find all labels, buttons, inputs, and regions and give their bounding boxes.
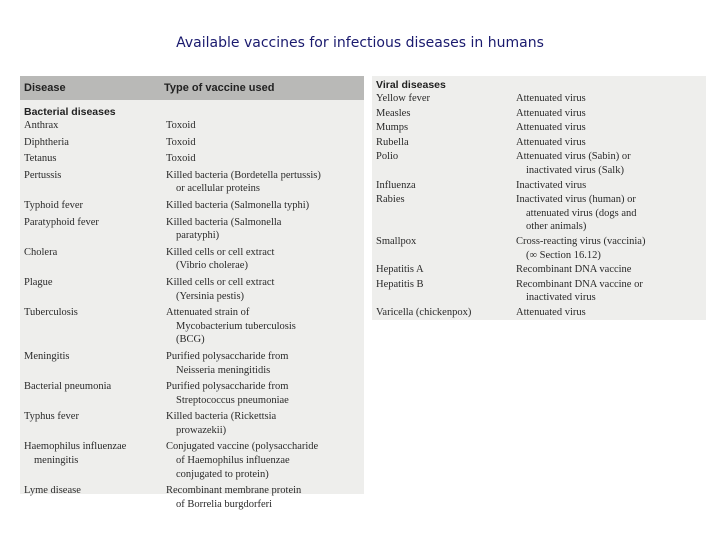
vaccine-type-line: (Vibrio cholerae) xyxy=(176,260,248,272)
disease-name-line: meningitis xyxy=(34,455,79,467)
disease-name-line: Measles xyxy=(376,107,411,119)
vaccine-type-line: Killed cells or cell extract xyxy=(166,276,275,288)
disease-name xyxy=(24,199,166,213)
vaccine-type xyxy=(166,350,364,377)
vaccine-type xyxy=(516,306,706,320)
vaccine-column-header: Type of vaccine used xyxy=(164,82,275,94)
vaccine-type-line: Attenuated virus (Sabin) or xyxy=(516,151,631,163)
vaccine-type-line: Killed bacteria (Bordetella pertussis) xyxy=(166,169,321,181)
vaccine-type-line: conjugated to protein) xyxy=(176,468,269,480)
vaccine-type-line: Toxoid xyxy=(166,120,196,131)
vaccine-type-line: Attenuated strain of xyxy=(166,307,250,319)
table-row xyxy=(24,216,364,243)
vaccine-type-line: Killed cells or cell extract xyxy=(166,246,275,258)
disease-name-line: Influenza xyxy=(376,179,416,191)
vaccine-type xyxy=(516,278,706,305)
vaccine-type-line: Attenuated virus xyxy=(516,306,586,318)
disease-name-line: Anthrax xyxy=(24,120,59,131)
table-header xyxy=(20,76,364,100)
vaccine-type-line: attenuated virus (dogs and xyxy=(526,207,637,219)
vaccine-type-line: inactivated virus xyxy=(526,292,596,304)
table-row xyxy=(24,380,364,407)
vaccine-type-line: of Borrelia burgdorferi xyxy=(176,498,273,510)
disease-name-line: Typhoid fever xyxy=(24,199,84,211)
vaccine-type xyxy=(166,152,364,166)
disease-name-line: Diphtheria xyxy=(24,136,69,148)
vaccine-type xyxy=(166,440,364,481)
vaccine-type-line: Toxoid xyxy=(166,136,196,148)
table-row xyxy=(24,246,364,273)
disease-name xyxy=(24,276,166,303)
disease-name xyxy=(376,136,516,150)
disease-name-line: Plague xyxy=(24,276,53,288)
bacterial-rows xyxy=(20,119,364,511)
disease-name xyxy=(376,150,516,177)
disease-name-line: Meningitis xyxy=(24,350,70,362)
disease-name xyxy=(24,380,166,407)
viral-rows xyxy=(372,92,706,320)
vaccine-type-line: (∞ Section 16.12) xyxy=(526,249,601,261)
vaccine-type-line: Killed bacteria (Salmonella typhi) xyxy=(166,199,310,211)
slide-title: Available vaccines for infectious diseases in humans xyxy=(176,35,544,51)
table-row xyxy=(24,410,364,437)
disease-name-line: Yellow fever xyxy=(376,93,431,104)
table-row xyxy=(24,306,364,347)
vaccine-type xyxy=(516,193,706,234)
disease-name xyxy=(24,136,166,150)
vaccine-type-line: Recombinant membrane protein xyxy=(166,485,302,497)
disease-name xyxy=(24,169,166,196)
table-row xyxy=(376,136,706,150)
disease-column-header: Disease xyxy=(24,82,66,94)
vaccine-type xyxy=(166,216,364,243)
vaccine-type xyxy=(166,199,364,213)
vaccine-type xyxy=(516,121,706,135)
disease-name-line: Polio xyxy=(376,151,399,163)
vaccine-type xyxy=(516,150,706,177)
disease-name-line: Pertussis xyxy=(24,169,62,181)
vaccine-type-line: Cross-reacting virus (vaccinia) xyxy=(516,235,646,247)
disease-name xyxy=(24,484,166,511)
table-row xyxy=(24,119,364,133)
table-row xyxy=(376,193,706,234)
disease-name xyxy=(24,410,166,437)
vaccine-type xyxy=(166,246,364,273)
table-row xyxy=(24,152,364,166)
table-row xyxy=(24,136,364,150)
table-row xyxy=(376,150,706,177)
table-row xyxy=(24,350,364,377)
disease-name-line: Cholera xyxy=(24,246,58,258)
vaccine-type-line: paratyphi) xyxy=(176,230,220,242)
vaccine-type xyxy=(516,92,706,106)
disease-name xyxy=(376,278,516,305)
disease-name-line: Tetanus xyxy=(24,153,57,165)
vaccine-type-line: Recombinant DNA vaccine xyxy=(516,264,632,276)
vaccine-type-line: (BCG) xyxy=(176,334,205,346)
disease-name-line: Haemophilus influenzae xyxy=(24,441,127,453)
disease-name xyxy=(376,193,516,234)
vaccine-type-line: Purified polysaccharide from xyxy=(166,350,289,362)
vaccine-type-line: Mycobacterium tuberculosis xyxy=(176,320,296,332)
disease-name xyxy=(376,179,516,193)
disease-name xyxy=(376,121,516,135)
table-row xyxy=(376,92,706,106)
vaccine-type xyxy=(166,306,364,347)
vaccine-type-line: Attenuated virus xyxy=(516,122,586,134)
viral-vaccine-table xyxy=(372,76,706,320)
bacterial-section-heading: Bacterial diseases xyxy=(24,106,116,118)
table-row xyxy=(24,199,364,213)
vaccine-type xyxy=(516,263,706,277)
vaccine-type-line: other animals) xyxy=(526,221,587,233)
vaccine-type xyxy=(166,169,364,196)
disease-name-line: Paratyphoid fever xyxy=(24,216,99,228)
vaccine-type-line: (Yersinia pestis) xyxy=(176,290,245,302)
vaccine-type xyxy=(166,276,364,303)
vaccine-type-line: Toxoid xyxy=(166,153,196,165)
vaccine-type-line: Recombinant DNA vaccine or xyxy=(516,278,643,290)
vaccine-type-line: Attenuated virus xyxy=(516,107,586,119)
table-row xyxy=(24,276,364,303)
vaccine-type-line: Neisseria meningitidis xyxy=(176,364,271,376)
vaccine-type xyxy=(166,119,364,133)
disease-name xyxy=(24,350,166,377)
disease-name-line: Varicella (chickenpox) xyxy=(376,306,472,318)
disease-name xyxy=(24,440,166,481)
table-row xyxy=(376,306,706,320)
disease-name-line: Typhus fever xyxy=(24,411,79,423)
viral-section-heading: Viral diseases xyxy=(376,79,446,91)
disease-name xyxy=(24,216,166,243)
disease-name-line: Rabies xyxy=(376,194,405,206)
vaccine-type xyxy=(516,179,706,193)
table-row xyxy=(376,107,706,121)
table-row xyxy=(376,263,706,277)
disease-name xyxy=(376,306,516,320)
table-row xyxy=(376,179,706,193)
table-row xyxy=(24,169,364,196)
table-row xyxy=(376,235,706,262)
disease-name xyxy=(24,152,166,166)
vaccine-type xyxy=(516,235,706,262)
table-row xyxy=(376,278,706,305)
disease-name-line: Mumps xyxy=(376,122,409,134)
vaccine-type-line: Attenuated virus xyxy=(516,136,586,148)
vaccine-type-line: Killed bacteria (Salmonella xyxy=(166,216,282,228)
vaccine-type xyxy=(166,484,364,511)
disease-name-line: Smallpox xyxy=(376,235,417,247)
vaccine-type-line: Attenuated virus xyxy=(516,93,586,104)
table-row xyxy=(24,440,364,481)
vaccine-type-line: Killed bacteria (Rickettsia xyxy=(166,411,277,423)
vaccine-type xyxy=(166,380,364,407)
disease-name xyxy=(376,263,516,277)
disease-name-line: Rubella xyxy=(376,136,409,148)
disease-name-line: Hepatitis B xyxy=(376,278,424,290)
disease-name xyxy=(24,246,166,273)
vaccine-type-line: Conjugated vaccine (polysaccharide xyxy=(166,441,319,453)
vaccine-type xyxy=(166,410,364,437)
disease-name-line: Hepatitis A xyxy=(376,264,424,276)
vaccine-type-line: inactivated virus (Salk) xyxy=(526,164,624,176)
vaccine-type-line: of Haemophilus influenzae xyxy=(176,455,290,467)
vaccine-type-line: Purified polysaccharide from xyxy=(166,381,289,393)
vaccine-type-line: Streptococcus pneumoniae xyxy=(176,394,289,406)
bacterial-vaccine-table xyxy=(20,76,364,510)
disease-name xyxy=(24,119,166,133)
vaccine-type-line: prowazekii) xyxy=(176,424,227,436)
disease-name xyxy=(376,235,516,262)
vaccine-type xyxy=(516,107,706,121)
disease-name-line: Lyme disease xyxy=(24,485,81,497)
vaccine-type xyxy=(166,136,364,150)
disease-name xyxy=(376,92,516,106)
disease-name xyxy=(376,107,516,121)
vaccine-type-line: Inactivated virus (human) or xyxy=(516,194,636,206)
disease-name-line: Tuberculosis xyxy=(24,307,78,319)
disease-name-line: Bacterial pneumonia xyxy=(24,381,112,393)
table-row xyxy=(376,121,706,135)
vaccine-type xyxy=(516,136,706,150)
disease-name xyxy=(24,306,166,347)
vaccine-type-line: Inactivated virus xyxy=(516,179,587,191)
vaccine-type-line: or acellular proteins xyxy=(176,183,260,195)
table-row xyxy=(24,484,364,511)
